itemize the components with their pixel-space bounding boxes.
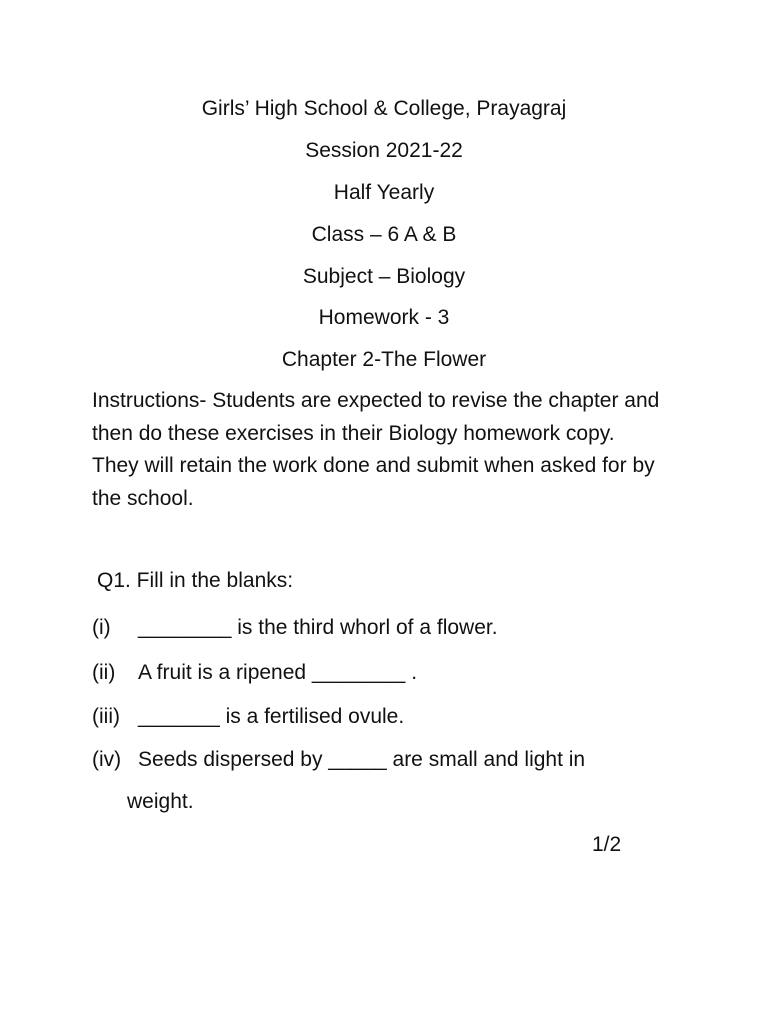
question-item-number: (i)	[92, 616, 111, 639]
question-item-text: Seeds dispersed by _____ are small and light in	[138, 748, 586, 771]
homework-line: Homework - 3	[318, 306, 450, 329]
question-item-number: (iii)	[92, 705, 120, 728]
chapter-line: Chapter 2-The Flower	[281, 348, 487, 371]
page-number: 1/2	[592, 833, 622, 856]
question-item-text: A fruit is a ripened ________ .	[138, 661, 418, 684]
question-item	[92, 660, 417, 686]
exam-line: Half Yearly	[333, 181, 435, 204]
question-item-number: (iv)	[92, 748, 122, 771]
question-item-text: _______ is a fertilised ovule.	[138, 705, 405, 728]
question-heading: Q1. Fill in the blanks:	[97, 569, 294, 592]
class-line: Class – 6 A & B	[311, 223, 457, 246]
school-name: Girls’ High School & College, Prayagraj	[201, 97, 567, 120]
question-item-number: (ii)	[92, 661, 116, 684]
question-item-text: ________ is the third whorl of a flower.	[138, 616, 498, 639]
question-item-continuation: weight.	[127, 790, 194, 813]
question-item	[92, 615, 498, 641]
question-item	[92, 747, 585, 773]
subject-line: Subject – Biology	[302, 265, 466, 288]
session-line: Session 2021-22	[305, 139, 463, 162]
question-item	[92, 704, 404, 730]
instructions-paragraph: Instructions- Students are expected to revise the chapter and then do these exercises in their Biology homework copy. They will retain the work done and submit when asked for by the school.	[92, 389, 660, 510]
